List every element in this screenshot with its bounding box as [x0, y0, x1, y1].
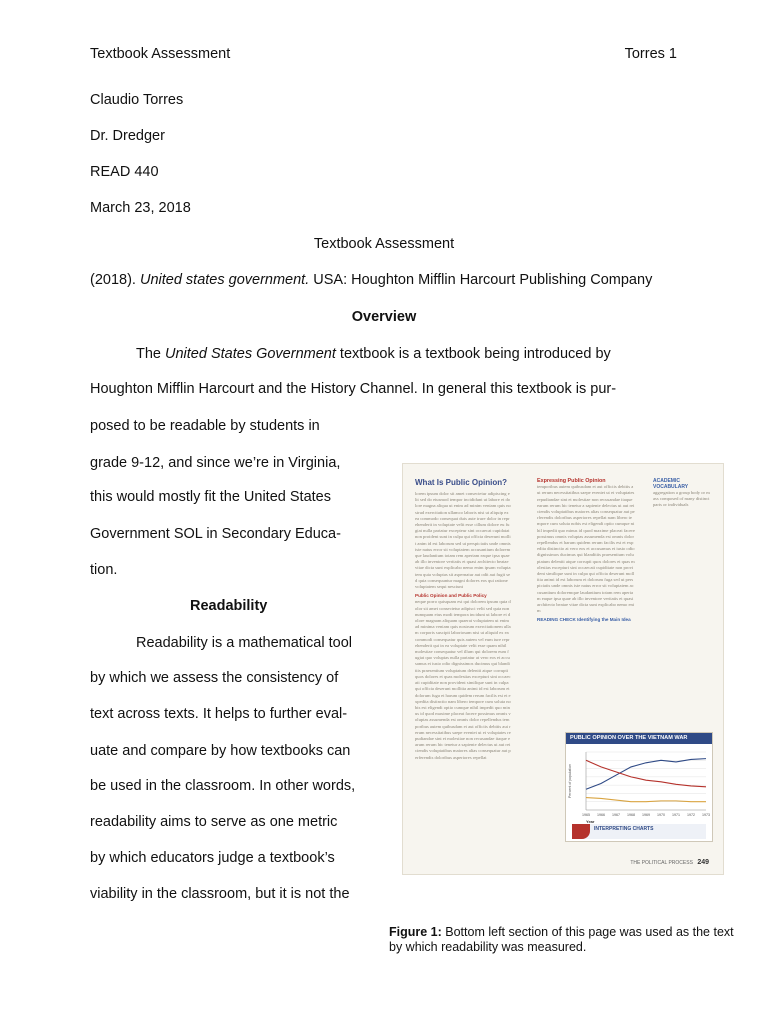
skills-focus-badge [572, 824, 590, 839]
figure-caption-label: Figure 1: [389, 925, 442, 939]
readability-line-5: be used in the classroom. In other words, [90, 778, 356, 794]
overview-heading: Overview [351, 309, 417, 325]
textbook-filler-text: neque porro quisquam est qui dolorem ipsum quia dolor sit amet consectetur adipisci velit sed quia non numquam eius modi tempora incidunt ut labore et dolore magnam aliquam quaerat voluptatem ut enim ad minima veniam quis nostrum exercitationem ullam corporis suscipit laboriosam nisi ut aliquid ex ea commodi consequatur quis autem vel eum iure reprehenderit qui in ea voluptate velit esse quam nihil molestiae consequatur vel illum qui dolorem eum fugiat quo voluptas nulla pariatur at vero eos et accusamus et iusto odio dignissimos ducimus qui blanditiis praesentium voluptatum deleniti atque corrupti quos dolores et quas molestias excepturi sint occaecati cupiditate non provident similique sunt in culpa qui officia deserunt mollitia animi id est laborum et dolorum fuga et harum quidem rerum facilis est et expedita distinctio nam libero tempore cum soluta nobis est eligendi optio cumque nihil impedit quo minus id quod maxime placeat facere possimus omnis voluptas assumenda est omnis dolor repellendus temporibus autem quibusdam et aut officiis debitis aut rerum necessitatibus saepe eveniet ut et voluptates repudiandae sint et molestiae non recusandae itaque earum rerum hic tenetur a sapiente delectus ut aut reiciendis voluptatibus maiores alias consequatur aut perferendis doloribus asperiores repellat [415, 599, 511, 760]
textbook-heading-mid: Expressing Public Opinion [537, 478, 606, 484]
overview-line-5: this would mostly fit the United States [90, 489, 331, 505]
course-name: READ 440 [90, 164, 159, 180]
citation [90, 272, 652, 288]
figure-caption-text: Bottom left section of this page was used as the text by which readability was measured. [389, 925, 734, 954]
overview-line-7: tion. [90, 562, 118, 578]
citation-work: United states government. [139, 272, 310, 288]
readability-line-7: by which educators judge a textbook’s [90, 850, 335, 866]
submission-date: March 23, 2018 [90, 200, 191, 216]
chart-x-tick-label: 1969 [642, 813, 650, 817]
chart-x-tick-label: 1967 [612, 813, 620, 817]
readability-line-1: Readability is a mathematical tool [136, 635, 352, 651]
overview-line-6: Government SOL in Secondary Educa- [90, 526, 341, 542]
chart-series-line-3 [586, 798, 706, 802]
textbook-sidebar-title: ACADEMIC VOCABULARY [653, 478, 689, 490]
chart-x-tick-label: 1973 [702, 813, 710, 817]
overview-line-1 [136, 346, 611, 362]
overview-line-4: grade 9-12, and since we’re in Virginia, [90, 455, 341, 471]
author-name: Claudio Torres [90, 92, 184, 108]
readability-line-8: viability in the classroom, but it is not the [90, 886, 350, 902]
chart-x-tick-label: 1970 [657, 813, 665, 817]
overview-line-1-post: textbook is a textbook being introduced by [335, 346, 611, 362]
chart-series-line-1 [586, 759, 706, 790]
textbook-middle-column [537, 478, 635, 624]
textbook-filler-text: lorem ipsum dolor sit amet consectetur adipiscing elit sed do eiusmod tempor incididunt ut labore et dolore magna aliqua ut enim ad minim veniam quis nostrud exercitation ullamco laboris nisi ut aliquip ex ea commodo consequat duis aute irure dolor in reprehenderit in voluptate velit esse cillum dolore eu fugiat nulla pariatur excepteur sint occaecat cupidatat non proident sunt in culpa qui officia deserunt mollit anim id est laborum sed ut perspiciatis unde omnis iste natus error sit voluptatem accusantium doloremque laudantium totam rem aperiam eaque ipsa quae ab illo inventore veritatis et quasi architecto beatae vitae dicta sunt explicabo nemo enim ipsam voluptatem quia voluptas sit aspernatur aut odit aut fugit sed quia consequuntur magni dolores eos qui ratione voluptatem sequi nesciunt [415, 491, 511, 590]
instructor-name: Dr. Dredger [90, 128, 165, 144]
textbook-reading-check: READING CHECK Identifying the Main Idea [537, 617, 631, 623]
textbook-footer [630, 859, 709, 866]
readability-line-2: by which we assess the consistency of [90, 670, 339, 686]
textbook-filler-text: temporibus autem quibusdam et aut officiis debitis aut rerum necessitatibus saepe eveniet ut et voluptates repudiandae sint et molestiae non recusandae itaque earum rerum hic tenetur a sapiente delectus ut aut reiciendis voluptatibus maiores alias consequatur aut perferendis doloribus asperiores repellat nam libero tempore cum soluta nobis est eligendi optio cumque nihil impedit quo minus id quod maxime placeat facere possimus omnis voluptas assumenda est omnis dolor repellendus et harum quidem rerum facilis est et expedita distinctio at vero eos et accusamus et iusto odio dignissimos ducimus qui blanditiis praesentium voluptatum deleniti atque corrupti quos dolores et quas molestias excepturi sint occaecati cupiditate non provident similique sunt in culpa qui officia deserunt mollitia animi id est laborum et dolorum fuga sed ut perspiciatis unde omnis iste natus error sit voluptatem accusantium doloremque laudantium totam rem aperiam eaque ipsa quae ab illo inventore veritatis et quasi architecto beatae vitae dicta sunt explicabo nemo enim [537, 484, 635, 614]
readability-line-4: uate and compare by how textbooks can [90, 743, 351, 759]
textbook-subheading: Public Opinion and Public Policy [415, 593, 487, 599]
citation-publisher: USA: Houghton Mifflin Harcourt Publishing Company [309, 272, 653, 288]
textbook-sidebar [653, 478, 711, 509]
chart-series-line-2 [586, 760, 706, 787]
chart-title: PUBLIC OPINION OVER THE VIETNAM WAR [566, 733, 712, 744]
citation-year: (2018). [90, 272, 140, 288]
overview-line-1-pre: The [136, 346, 166, 362]
figure-caption [389, 925, 739, 955]
textbook-left-column [415, 478, 511, 761]
textbook-page-number: 249 [697, 859, 709, 866]
readability-line-3: text across texts. It helps to further eval- [90, 706, 348, 722]
chart-plot [566, 746, 712, 826]
textbook-chart [565, 732, 713, 842]
chart-x-tick-label: 1968 [627, 813, 635, 817]
readability-heading: Readability [190, 598, 268, 614]
textbook-heading-left: What Is Public Opinion? [415, 478, 507, 487]
skills-focus-box [572, 824, 706, 839]
document-title: Textbook Assessment [313, 236, 455, 252]
chart-y-axis-label: Percent of population [568, 764, 572, 798]
running-header-right: Torres 1 [624, 46, 677, 62]
running-header-left: Textbook Assessment [90, 46, 231, 62]
overview-line-1-italic: United States Government [165, 346, 336, 362]
chart-x-axis-label: Year [586, 819, 595, 824]
chart-x-tick-label: 1971 [672, 813, 680, 817]
textbook-page-image [402, 463, 724, 875]
overview-line-3: posed to be readable by students in [90, 418, 320, 434]
overview-line-2: Houghton Mifflin Harcourt and the History Channel. In general this textbook is pur- [90, 381, 617, 397]
chart-x-tick-label: 1972 [687, 813, 695, 817]
textbook-footer-label: THE POLITICAL PROCESS [630, 860, 693, 866]
readability-line-6: readability aims to serve as one metric [90, 814, 338, 830]
skills-label: INTERPRETING CHARTS [594, 826, 654, 832]
chart-x-tick-label: 1966 [597, 813, 605, 817]
chart-x-tick-label: 1965 [582, 813, 590, 817]
textbook-filler-text: aggregation a group body or mass composed of many distinct parts or individuals [653, 490, 710, 508]
